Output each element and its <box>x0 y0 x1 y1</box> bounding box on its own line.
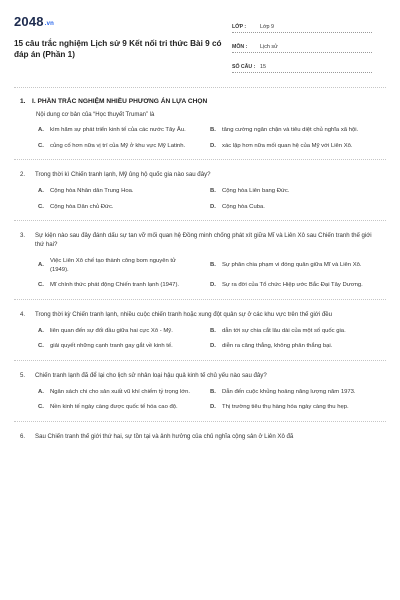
answer-options <box>38 257 376 290</box>
meta-row-count <box>232 58 372 73</box>
question-text-row <box>20 371 386 380</box>
answer-option-c[interactable] <box>38 203 204 212</box>
worksheet-header <box>14 8 386 78</box>
option-text: Cộng hòa Liên bang Đức. <box>222 188 290 194</box>
option-letter: A. <box>38 327 44 334</box>
section-title: I. PHẦN TRẮC NGHIỆM NHIỀU PHƯƠNG ÁN LỰA CHỌN <box>32 98 208 105</box>
answer-option-b[interactable] <box>210 327 376 336</box>
option-text: liên quan đến sự đối đầu giữa hai cực Xô - Mỹ. <box>50 327 173 334</box>
answer-option-b[interactable] <box>210 388 376 397</box>
question-text-row <box>20 231 386 249</box>
option-text: Việc Liên Xô chế tạo thành công bom nguyên tử (1949). <box>50 258 176 273</box>
option-letter: C. <box>38 142 44 149</box>
divider <box>14 421 386 422</box>
question-text: Chiến tranh lạnh đã để lại cho lịch sử nhân loại hậu quả kinh tế chủ yếu nào sau đây? <box>35 371 267 379</box>
answer-option-b[interactable] <box>210 187 376 196</box>
divider <box>14 220 386 221</box>
divider <box>14 87 386 88</box>
question-text: Sự kiện nào sau đây đánh dấu sự tan vỡ mối quan hệ Đồng minh chống phát xít giữa Mĩ và Liên Xô sau Chiến tranh thế giới thứ hai? <box>35 232 372 248</box>
meta-label: SỐ CÂU : <box>232 64 256 70</box>
answer-option-a[interactable] <box>38 388 204 397</box>
answer-option-d[interactable] <box>210 203 376 212</box>
question-number: 1. <box>20 98 26 105</box>
question-text: Trong thời kì Chiến tranh lạnh, Mỹ ủng hộ quốc gia nào sau đây? <box>35 171 211 178</box>
option-letter: A. <box>38 188 44 194</box>
option-text: diễn ra căng thẳng, không phân thắng bại. <box>222 343 333 349</box>
answer-option-a[interactable] <box>38 327 204 336</box>
question-number: 4. <box>20 310 26 318</box>
meta-value: 15 <box>260 64 266 70</box>
answer-option-b[interactable] <box>210 126 376 135</box>
option-letter: D. <box>210 282 216 288</box>
meta-label: LỚP : <box>232 24 247 30</box>
option-letter: D. <box>210 404 216 410</box>
option-text: Cộng hòa Nhân dân Trung Hoa. <box>50 188 134 194</box>
meta-info-box <box>232 18 372 78</box>
option-text: Dẫn đến cuộc khủng hoảng năng lượng năm 1973. <box>222 388 356 395</box>
question-6 <box>14 432 386 441</box>
option-letter: A. <box>38 127 44 133</box>
question-4 <box>14 310 386 351</box>
option-letter: B. <box>210 327 216 334</box>
option-letter: B. <box>210 388 216 395</box>
answer-option-c[interactable] <box>38 281 204 290</box>
option-text: Thị trường tiêu thụ hàng hóa ngày càng thu hẹp. <box>222 404 349 410</box>
option-text: củng cố hơn nữa vị trí của Mỹ ở khu vực Mỹ Latinh. <box>50 142 186 149</box>
option-text: Mĩ chính thức phát động Chiến tranh lạnh (1947). <box>50 282 180 288</box>
logo-text: 2048 <box>14 14 44 29</box>
question-number: 5. <box>20 371 26 379</box>
section-heading <box>20 98 386 105</box>
option-letter: B. <box>210 127 216 133</box>
option-text: Sự phân chia phạm vi đóng quân giữa Mĩ và Liên Xô. <box>222 262 362 269</box>
option-letter: C. <box>38 282 44 288</box>
option-text: giải quyết những cạnh tranh gay gắt về kinh tế. <box>50 343 173 349</box>
answer-options <box>38 388 376 412</box>
answer-option-a[interactable] <box>38 257 204 274</box>
meta-value: Lớp 9 <box>260 24 275 30</box>
answer-option-b[interactable] <box>210 257 376 274</box>
divider <box>14 159 386 160</box>
document-title: 15 câu trắc nghiệm Lịch sử 9 Kết nối tri thức Bài 9 có đáp án (Phần 1) <box>14 39 222 59</box>
question-text: Sau Chiến tranh thế giới thứ hai, sự tồn tại và ảnh hưởng của chủ nghĩa cộng sản ở Liên Xô đã <box>35 432 294 440</box>
answer-option-c[interactable] <box>38 403 204 412</box>
answer-option-d[interactable] <box>210 281 376 290</box>
answer-options <box>38 126 376 150</box>
answer-option-a[interactable] <box>38 187 204 196</box>
option-letter: D. <box>210 343 216 349</box>
option-text: Sự ra đời của Tổ chức Hiệp ước Bắc Đại Tây Dương. <box>222 282 363 288</box>
question-1 <box>14 98 386 150</box>
question-number: 3. <box>20 232 26 239</box>
question-text: Nội dung cơ bản của “Học thuyết Truman” là <box>36 112 155 118</box>
meta-label: MÔN : <box>232 44 248 50</box>
option-letter: D. <box>210 203 216 210</box>
option-letter: A. <box>38 262 44 269</box>
question-text: Trong thời kỳ Chiến tranh lạnh, nhiều cuộc chiến tranh hoặc xung đột quân sự ở các khu vực trên thế giới đều <box>35 310 333 318</box>
question-2 <box>14 170 386 211</box>
answer-option-c[interactable] <box>38 142 204 151</box>
divider <box>14 360 386 361</box>
meta-row-class <box>232 18 372 33</box>
question-text-row <box>20 432 386 441</box>
option-text: Ngân sách chi cho sản xuất vũ khí chiếm tỷ trọng lớn. <box>50 388 191 395</box>
site-logo[interactable] <box>14 14 54 29</box>
answer-options <box>38 327 376 351</box>
option-letter: C. <box>38 343 44 349</box>
divider <box>14 299 386 300</box>
option-letter: C. <box>38 203 44 210</box>
question-3 <box>14 231 386 290</box>
question-number: 6. <box>20 432 26 440</box>
option-text: kìm hãm sự phát triển kinh tế của các nước Tây Âu. <box>50 127 186 133</box>
logo-suffix: .vn <box>44 21 55 27</box>
option-letter: B. <box>210 188 216 194</box>
question-5 <box>14 371 386 412</box>
option-text: Cộng hòa Dân chủ Đức. <box>50 203 114 210</box>
option-text: dẫn tới sự chia cắt lâu dài của một số quốc gia. <box>222 327 346 334</box>
option-letter: A. <box>38 388 44 395</box>
answer-option-a[interactable] <box>38 126 204 135</box>
meta-row-subject <box>232 38 372 53</box>
answer-option-d[interactable] <box>210 403 376 412</box>
meta-value: Lịch sử <box>260 44 278 50</box>
answer-option-d[interactable] <box>210 142 376 151</box>
answer-options <box>38 187 376 211</box>
option-text: Cộng hòa Cuba. <box>222 203 265 210</box>
question-number: 2. <box>20 171 26 178</box>
question-text-row <box>20 310 386 319</box>
option-text: Nền kinh tế ngày càng được quốc tế hóa cao độ. <box>50 404 178 410</box>
question-text-row <box>20 170 386 179</box>
option-text: xác lập hơn nữa mối quan hệ của Mỹ với Liên Xô. <box>222 142 353 149</box>
option-letter: D. <box>210 142 216 149</box>
option-letter: B. <box>210 262 216 269</box>
option-text: tăng cường ngăn chặn và tiêu diệt chủ nghĩa xã hội. <box>222 127 359 133</box>
answer-option-d[interactable] <box>210 342 376 351</box>
option-letter: C. <box>38 404 44 410</box>
answer-option-c[interactable] <box>38 342 204 351</box>
